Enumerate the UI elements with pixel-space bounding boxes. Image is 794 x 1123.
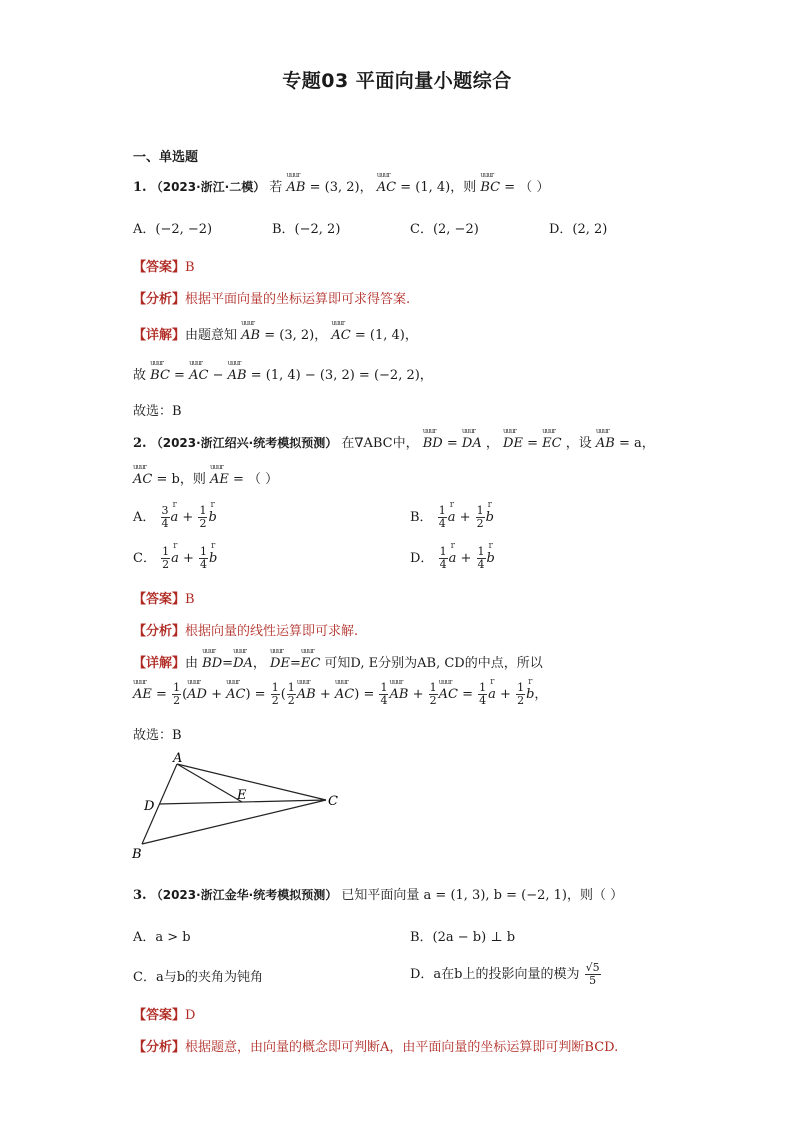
option-a: A．a > b (133, 930, 191, 945)
answer-tag: 【答案】 (133, 592, 186, 607)
edge-ac (177, 764, 326, 800)
triangle-figure (128, 752, 348, 864)
stem-text: a = (1, 3), b = (−2, 1)，则（ ） (423, 888, 624, 903)
detail-text: 可知D, E分别为AB, CD的中点，所以 (324, 656, 543, 671)
question-number: 2. (133, 436, 147, 451)
final-choice: 故选：B (133, 728, 182, 743)
detail-text: 故 (133, 368, 147, 383)
edge-bc (142, 800, 326, 844)
vector-ab: uuur AB (228, 368, 247, 383)
vector-bd: uuur BD (423, 436, 443, 451)
answer-line (133, 1004, 195, 1023)
option-c: C．a与b的夹角为钝角 (133, 970, 264, 985)
analysis-line (133, 1036, 618, 1055)
label-b: B (132, 847, 142, 862)
detail-text: = (1, 4)， (354, 328, 418, 343)
detail-text: 由 (185, 656, 199, 671)
vector-bd: uuur BD (202, 656, 222, 671)
stem-text: = (3, 2)， (309, 180, 373, 195)
vector-ec: uuur EC (542, 436, 561, 451)
stem-text: = (446, 436, 458, 451)
vector-de: uuur DE (270, 656, 290, 671)
answer-line (133, 256, 195, 275)
answer-value: D (185, 1008, 196, 1023)
option-text: D．a在b上的投影向量的模为 (410, 967, 580, 982)
question-1-stem (133, 176, 549, 195)
question-2-stem (133, 432, 655, 451)
option-d (410, 962, 602, 987)
answer-value: B (185, 260, 195, 275)
vector-ab: uuur AB (287, 180, 306, 195)
segment-ae (177, 764, 242, 802)
option-b: B．(2a − b) ⊥ b (410, 930, 516, 945)
question-source: （2023·浙江绍兴·统考模拟预测） (150, 436, 338, 450)
analysis-line (133, 620, 358, 639)
section-heading: 一、单选题 (133, 150, 199, 165)
stem-text: = (527, 436, 538, 451)
analysis-tag: 【分析】 (133, 1040, 186, 1055)
question-source: （2023·浙江·二模） (150, 180, 266, 194)
question-2-stem-2 (133, 468, 278, 487)
detail-text: = (174, 368, 185, 383)
question-number: 1. (133, 180, 147, 195)
fraction-numerator: √5 (585, 961, 600, 974)
stem-text: = （ ） (504, 180, 550, 195)
vector-ac: uuur AC (377, 180, 396, 195)
vector-da: uuur DA (462, 436, 482, 451)
page-title: 专题03 平面向量小题综合 (282, 70, 512, 92)
stem-text: ， (485, 436, 499, 451)
stem-text: 若 (269, 180, 283, 195)
vector-ab: uuur AB (596, 436, 615, 451)
answer-line (133, 588, 195, 607)
answer-tag: 【答案】 (133, 1008, 186, 1023)
question-3-stem (133, 884, 623, 903)
analysis-text: 根据向量的线性运算即可求解. (185, 624, 359, 639)
question-number: 3. (133, 888, 147, 903)
stem-text: = （ ） (233, 472, 279, 487)
detail-text: 由题意知 (185, 328, 238, 343)
detail-line: 【详解】由 uuur BD=uuur DA， uuur DE=uuur EC 可知D, E分别为AB, CD的中点，所以 (133, 652, 543, 671)
label-d: D (144, 799, 155, 814)
option-a: A． $\frac{3}{4}$ r a + $\frac{1}{2}$ r b (133, 505, 217, 530)
analysis-text: 根据平面向量的坐标运算即可求得答案. (185, 292, 411, 307)
analysis-line (133, 288, 410, 307)
option-b: B．(−2, 2) (272, 222, 341, 237)
vector-ec: uuur EC (301, 656, 320, 671)
fraction-denominator: 5 (589, 974, 597, 987)
label-c: C (328, 794, 338, 809)
detail-text: = (3, 2)， (264, 328, 328, 343)
analysis-tag: 【分析】 (133, 292, 186, 307)
option-label: D． (410, 551, 434, 566)
answer-tag: 【答案】 (133, 260, 186, 275)
label-a: A (173, 752, 183, 766)
option-c: C．(2, −2) (410, 222, 479, 237)
vector-da: uuur DA (233, 656, 253, 671)
stem-text: = b，则 (156, 472, 206, 487)
answer-value: B (185, 592, 195, 607)
option-a: A．(−2, −2) (133, 222, 213, 237)
detail-line-2 (133, 364, 433, 383)
final-choice: 故选：B (133, 404, 182, 419)
stem-text: ，设 (565, 436, 592, 451)
detail-text: − (212, 368, 224, 383)
analysis-text: 根据题意，由向量的概念即可判断A，由平面向量的坐标运算即可判断BCD. (185, 1040, 619, 1055)
vector-bc: uuur BC (150, 368, 170, 383)
detail-tag: 【详解】 (133, 656, 186, 671)
option-label: A． (133, 510, 156, 525)
vector-bc: uuur BC (480, 180, 500, 195)
vector-de: uuur DE (503, 436, 523, 451)
option-label: C． (133, 551, 156, 566)
vector-ae: uuur AE (210, 472, 229, 487)
vector-ab: uuur AB (241, 328, 260, 343)
label-e: E (237, 788, 247, 803)
stem-text: = (1, 4)，则 (400, 180, 477, 195)
vector-ac: uuur AC (133, 472, 152, 487)
stem-text: 在∇ABC中， (341, 436, 419, 451)
stem-text: = a， (618, 436, 655, 451)
option-d: D． $\frac{1}{4}$ r a + $\frac{1}{4}$ r b (410, 546, 495, 571)
detail-tag: 【详解】 (133, 328, 186, 343)
vector-ac: uuur AC (189, 368, 208, 383)
stem-text: 已知平面向量 (341, 888, 420, 903)
question-source: （2023·浙江金华·统考模拟预测） (150, 888, 338, 902)
vector-ac: uuur AC (331, 328, 350, 343)
detail-line (133, 324, 418, 343)
analysis-tag: 【分析】 (133, 624, 186, 639)
option-label: B． (410, 510, 433, 525)
option-c: C． $\frac{1}{2}$ r a + $\frac{1}{4}$ r b (133, 546, 217, 571)
option-d: D．(2, 2) (549, 222, 608, 237)
detail-equation: uuur AE = $\frac{1}{2}$ (uuur AD + uuur AC) = $\frac{1}{2}$ ( $\frac{1}{2}$ uuur AB + uuur AC) = $\frac{1}{4}$ uuur AB + $\frac{1}{2}$ uuur AC = $\frac{1}{4}$ r a + $\frac{1}{2}$ r b， (133, 682, 547, 707)
option-b: B． $\frac{1}{4}$ r a + $\frac{1}{2}$ r b (410, 505, 494, 530)
detail-text: = (1, 4) − (3, 2) = (−2, 2)， (250, 368, 433, 383)
